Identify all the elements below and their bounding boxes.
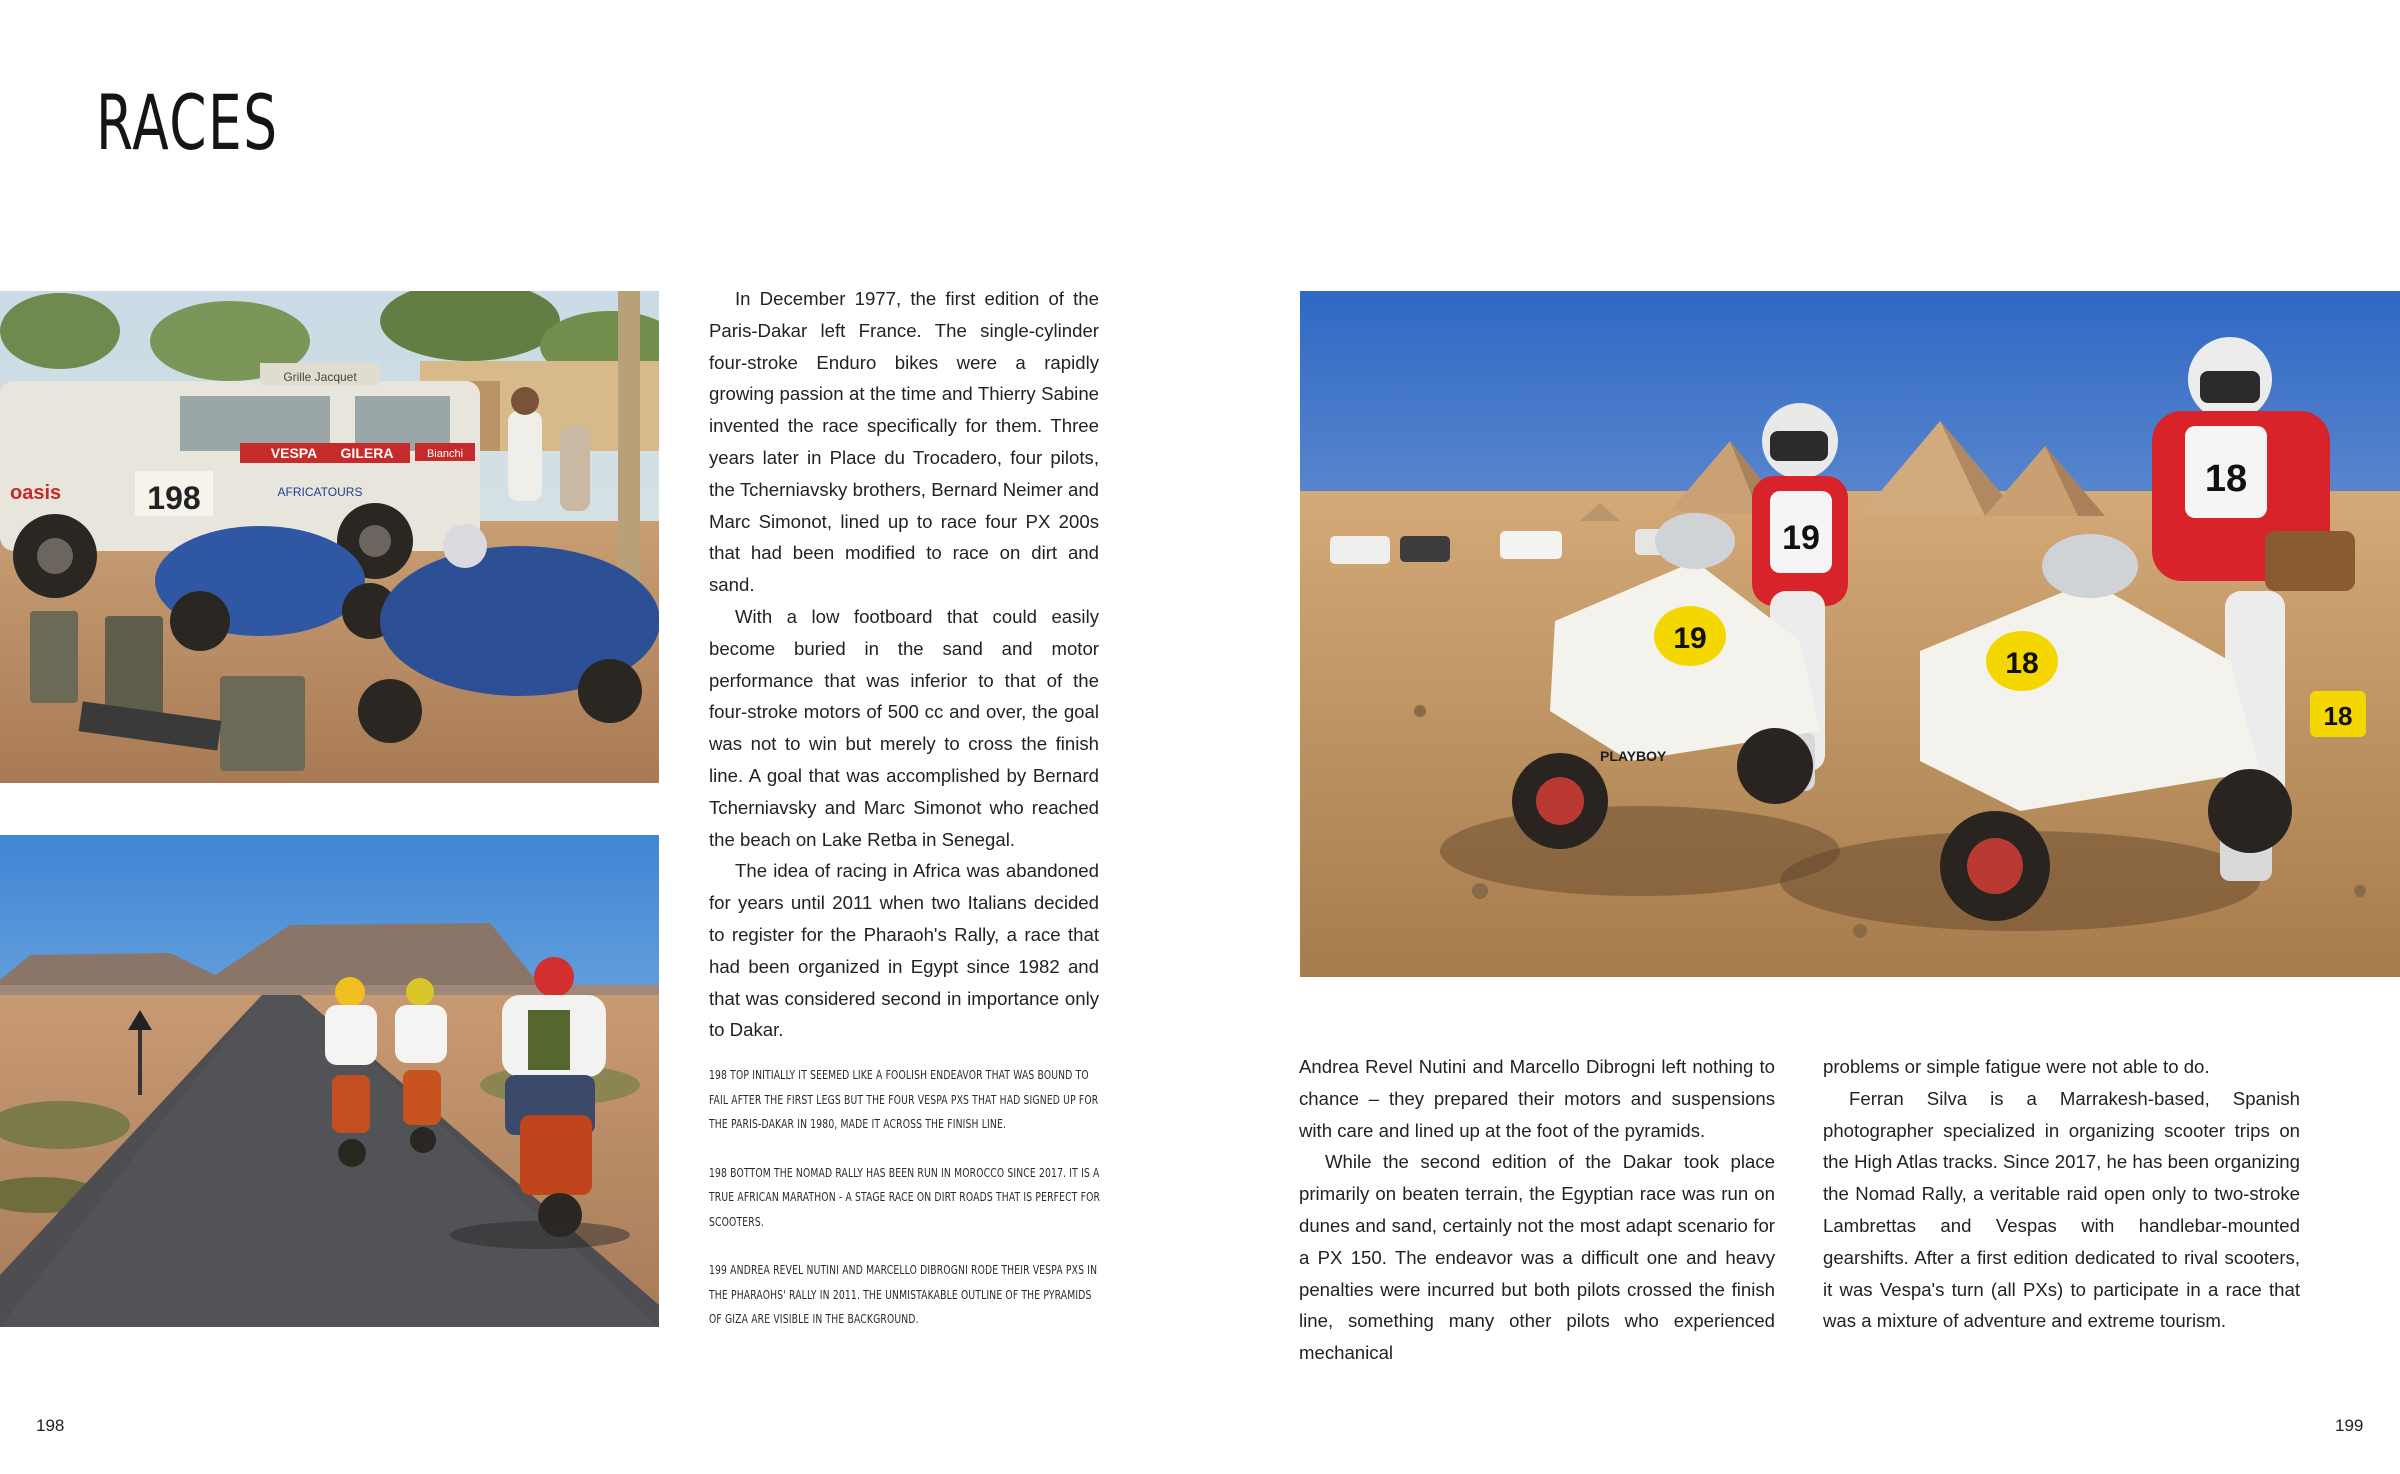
van-label-race-number: 198 — [147, 480, 201, 516]
captions-block — [709, 1063, 1109, 1356]
page-number-right: 199 — [2335, 1416, 2364, 1435]
paragraph: Andrea Revel Nutini and Marcello Dibrogni left nothing to chance – they prepared their motors and suspensions with care and lined up at the foot of the pyramids. — [1299, 1056, 1775, 1141]
paragraph: With a low footboard that could easily become buried in the sand and motor performance that was inferior to that of the four-stroke motors of 500 cc and over, the goal was not to win but merely to cross the finish line. A goal that was accomplished by Bernard Tcherniavsky and Marc Simonot who reached the beach on Lake Retba in Senegal. — [709, 605, 1099, 850]
paragraph: In December 1977, the first edition of the Paris-Dakar left France. The single-cylinder four-stroke Enduro bikes were a rapidly growing passion at the time and Thierry Sabine invented the race specifically for them. Three years later in Place du Trocadero, four pilots, the Tcherniavsky brothers, Bernard Neimer and Marc Simonot, lined up to race four PX 200s that had been modified to race on dirt and sand. — [709, 288, 1099, 596]
paragraph: While the second edition of the Dakar took place primarily on beaten terrain, the Egyptian race was run on dunes and sand, certainly not the most adapt scenario for a PX 150. The endeavor was a difficult one and heavy penalties were incurred but both pilots crossed the finish line, something many other pilots who experienced mechanical — [1299, 1151, 1775, 1364]
bib-number-18: 18 — [2204, 458, 2248, 500]
body-text-column-right-1 — [1299, 1051, 1775, 1369]
photo-pharaohs-rally-pyramids — [1300, 291, 2400, 977]
bib-number-19: 19 — [1782, 519, 1820, 557]
van-label-vespa: VESPA — [270, 445, 318, 461]
van-label-gilera: GILERA — [340, 445, 394, 461]
paragraph: The idea of racing in Africa was abandoned for years until 2011 when two Italians decided to register for the Pharaoh's Rally, a race that had been organized in Egypt since 1982 and that was considered second in importance only to Dakar. — [709, 860, 1099, 1041]
page-number-left: 198 — [36, 1416, 65, 1435]
scooter-plate-19: 19 — [1673, 622, 1707, 655]
van-label-bianchi: Bianchi — [426, 448, 464, 460]
van-label-oasis: oasis — [10, 482, 62, 504]
paragraph: Ferran Silva is a Marrakesh-based, Spanish photographer specialized in organizing scooter trips on the High Atlas tracks. Since 2017, he has been organizing the Nomad Rally, a veritable raid open only to two-stroke Lambrettas and Vespas with handlebar-mounted gearshifts. After a first edition dedicated to rival scooters, it was Vespa's turn (all PXs) to participate in a race that was a mixture of adventure and extreme tourism. — [1823, 1087, 2300, 1332]
section-title: RACES — [96, 78, 279, 167]
paragraph: problems or simple fatigue were not able to do. — [1823, 1056, 2210, 1077]
caption-199: 199 ANDREA REVEL NUTINI AND MARCELLO DIBROGNI RODE THEIR VESPA PXS IN THE PHARAOHS' RALLY IN 2011. THE UNMISTAKABLE OUTLINE OF THE PYRAMIDS OF GIZA ARE VISIBLE IN THE BACKGROUND. — [709, 1262, 1098, 1326]
caption-198-bottom: 198 BOTTOM THE NOMAD RALLY HAS BEEN RUN IN MOROCCO SINCE 2017. IT IS A TRUE AFRICAN MARATHON - A STAGE RACE ON DIRT ROADS THAT IS PERFECT FOR SCOOTERS. — [709, 1164, 1101, 1229]
body-text-column-left — [709, 283, 1099, 1046]
scooter-badge-playboy: PLAYBOY — [1600, 748, 1667, 764]
side-plate-18: 18 — [2323, 701, 2353, 731]
van-label-jacquet: Grille Jacquet — [283, 370, 357, 384]
caption-198-top: 198 TOP INITIALLY IT SEEMED LIKE A FOOLISH ENDEAVOR THAT WAS BOUND TO FAIL AFTER THE FIRST LEGS BUT THE FOUR VESPA PXS THAT HAD SIGNED UP FOR THE PARIS-DAKAR IN 1980, MADE IT ACROSS THE FINISH LINE. — [709, 1067, 1099, 1131]
body-text-column-right-2 — [1823, 1051, 2300, 1337]
photo-paris-dakar-scooters — [0, 291, 659, 783]
photo-nomad-rally-road — [0, 835, 659, 1327]
scooter-plate-18: 18 — [2005, 647, 2039, 680]
van-label-africatours: AFRICATOURS — [277, 485, 363, 499]
